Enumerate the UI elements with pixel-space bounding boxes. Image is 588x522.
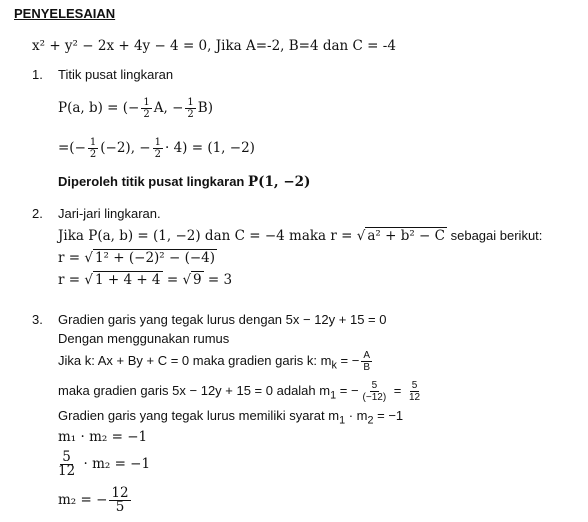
step3-subtitle: Dengan menggunakan rumus	[58, 331, 230, 346]
step3-title: Gradien garis yang tegak lurus dengan 5x − 12y + 15 = 0	[58, 312, 387, 327]
step3-line-a: m₁ · m₂ = −1	[58, 429, 148, 445]
step3-rule: Jika k: Ax + By + C = 0 maka gradien garis k: $m_k$ = − $\frac{A}{B}$	[58, 350, 370, 374]
solution-heading: PENYELESAIAN	[14, 6, 116, 21]
step3-line-c: m₂ = − $\frac{12}{5}$	[58, 485, 129, 515]
step3-apply: maka gradien garis 5x − 12y + 15 = 0 adalah $m_1$ = − $\frac{5}{(-12)}$ = $\frac{5}{12}$	[58, 380, 421, 404]
step2-radius-line1: r = √ 1² + (−2)² − (−4)	[58, 250, 216, 266]
step2-number: 2.	[32, 206, 43, 221]
step1-result: Diperoleh titik pusat lingkaran P(1, −2)	[58, 174, 311, 190]
step1-calculation: =(− $\frac{1}{2}$ (−2), − $\frac{1}{2}$ · 4) = (1, −2)	[58, 137, 255, 160]
step1-formula: P(a, b) = (− $\frac{1}{2}$ A, − $\frac{1}{2}$ B)	[58, 97, 213, 120]
step3-perpendicular-condition: Gradien garis yang tegak lurus memiliki syarat $m_1 \cdot m_2 = -1$	[58, 408, 404, 427]
step2-title: Jari-jari lingkaran.	[58, 206, 161, 221]
circle-equation: x² + y² − 2x + 4y − 4 = 0, Jika A=-2, B=4 dan C = -4	[32, 38, 396, 54]
step3-number: 3.	[32, 312, 43, 327]
step2-condition: Jika P(a, b) = (1, −2) dan C = −4 maka r = √ a² + b² − C sebagai berikut:	[58, 228, 543, 244]
step1-title: Titik pusat lingkaran	[58, 67, 174, 82]
step1-number: 1.	[32, 67, 43, 82]
step2-radius-line2: r = √ 1 + 4 + 4 = √ 9 = 3	[58, 272, 233, 288]
step3-line-b: $\frac{5}{12}$ · m₂ = −1	[58, 449, 151, 479]
